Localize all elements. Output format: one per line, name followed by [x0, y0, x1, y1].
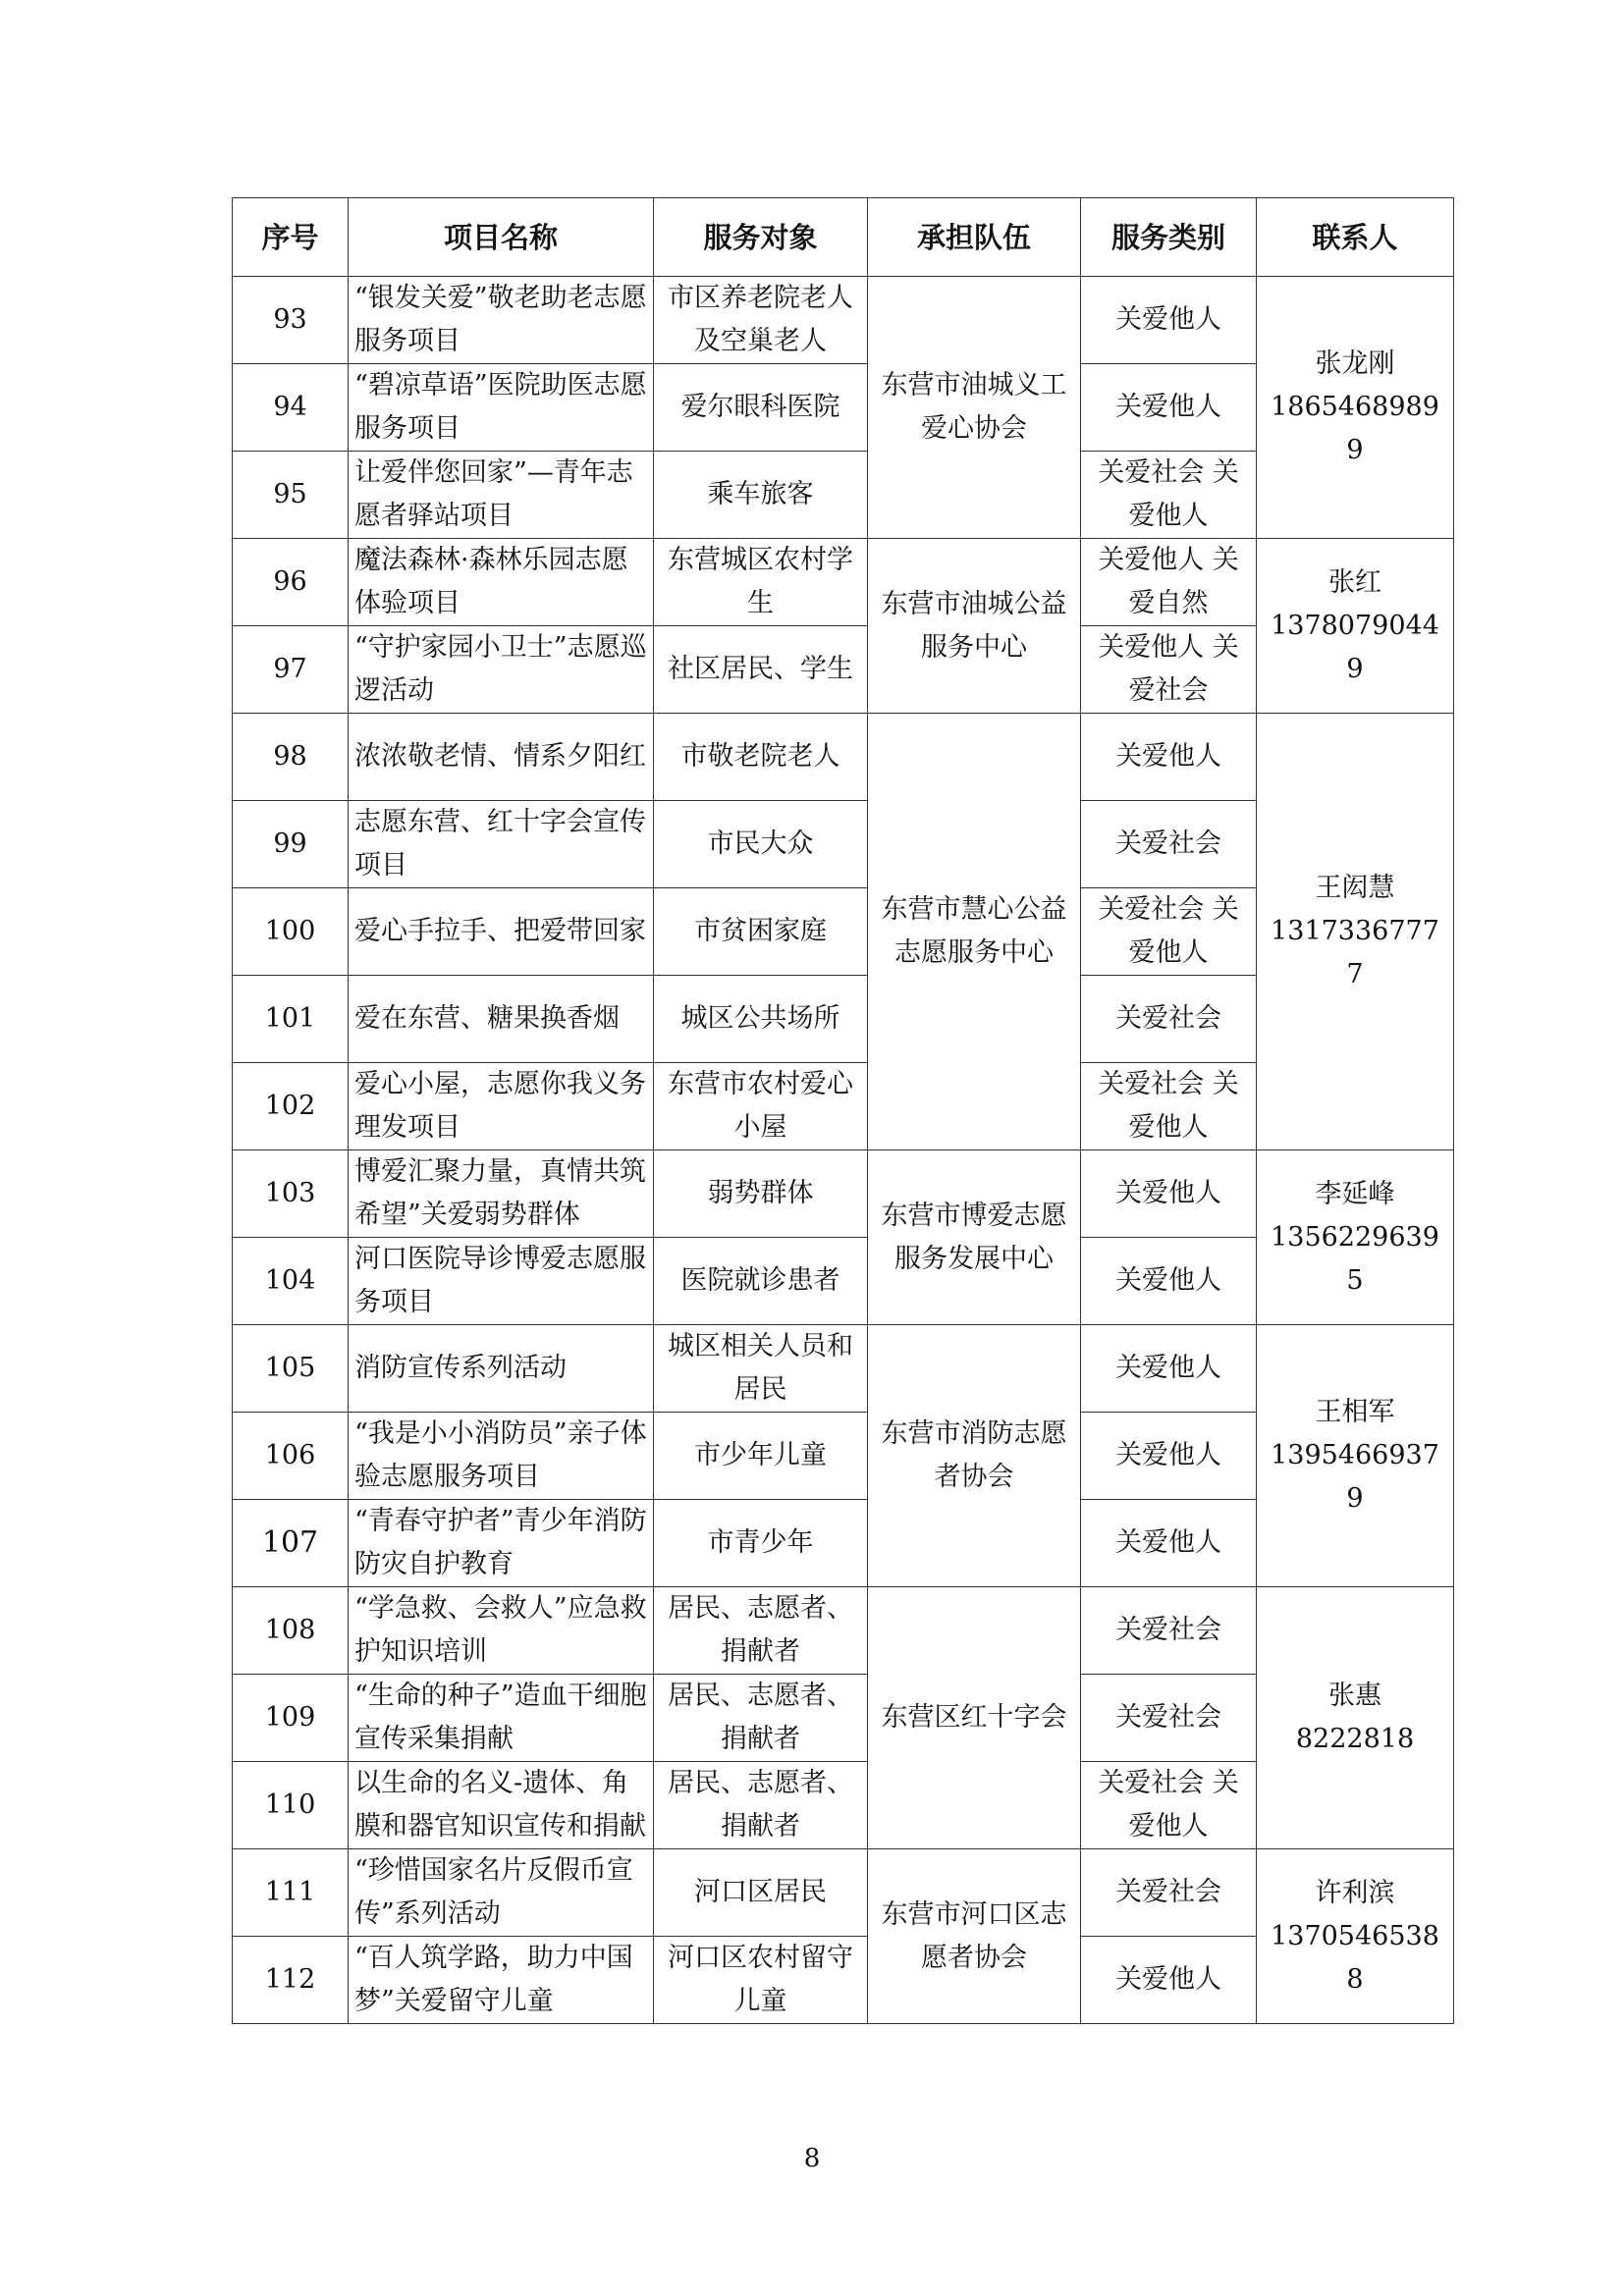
row-no: 104 — [233, 1238, 349, 1325]
service-category: 关爱他人 — [1081, 277, 1257, 364]
project-name: “银发关爱”敬老助老志愿服务项目 — [349, 277, 654, 364]
contact-phone: 13562296395 — [1271, 1221, 1439, 1296]
service-category: 关爱社会 — [1081, 1849, 1257, 1937]
contact-name: 王相军 — [1315, 1397, 1395, 1427]
service-target: 弱势群体 — [654, 1150, 868, 1238]
project-name: “碧凉草语”医院助医志愿服务项目 — [349, 364, 654, 452]
row-no: 97 — [233, 626, 349, 714]
service-target: 河口区农村留守儿童 — [654, 1937, 868, 2024]
table-row — [233, 277, 1454, 364]
table-row — [233, 1587, 1454, 1675]
contact-name: 张龙刚 — [1315, 348, 1395, 379]
project-name: “守护家园小卫士”志愿巡逻活动 — [349, 626, 654, 714]
header-project: 项目名称 — [349, 198, 654, 277]
service-target: 城区公共场所 — [654, 976, 868, 1063]
row-no: 101 — [233, 976, 349, 1063]
row-no: 110 — [233, 1762, 349, 1849]
service-target: 爱尔眼科医院 — [654, 364, 868, 452]
service-target: 市民大众 — [654, 801, 868, 888]
service-category: 关爱他人 关爱自然 — [1081, 539, 1257, 626]
service-category: 关爱他人 — [1081, 1413, 1257, 1500]
table-row — [233, 1150, 1454, 1238]
service-category: 关爱他人 — [1081, 1500, 1257, 1587]
service-category: 关爱社会 关爱他人 — [1081, 452, 1257, 539]
table-row — [233, 539, 1454, 626]
service-category: 关爱他人 — [1081, 364, 1257, 452]
service-target: 市敬老院老人 — [654, 714, 868, 801]
table-row — [233, 1849, 1454, 1937]
project-name: 爱在东营、糖果换香烟 — [349, 976, 654, 1063]
project-name: 浓浓敬老情、情系夕阳红 — [349, 714, 654, 801]
service-category: 关爱社会 — [1081, 801, 1257, 888]
project-name: “我是小小消防员”亲子体验志愿服务项目 — [349, 1413, 654, 1500]
team-name: 东营区红十字会 — [868, 1587, 1081, 1849]
contact-cell — [1257, 539, 1454, 714]
service-target: 市区养老院老人及空巢老人 — [654, 277, 868, 364]
row-no: 102 — [233, 1063, 349, 1150]
row-no: 112 — [233, 1937, 349, 2024]
project-name: 爱心手拉手、把爱带回家 — [349, 888, 654, 976]
team-name: 东营市博爱志愿服务发展中心 — [868, 1150, 1081, 1325]
volunteer-project-table — [232, 197, 1454, 2024]
contact-name: 张惠 — [1328, 1681, 1381, 1711]
service-category: 关爱社会 关爱他人 — [1081, 1762, 1257, 1849]
service-target: 医院就诊患者 — [654, 1238, 868, 1325]
service-target: 乘车旅客 — [654, 452, 868, 539]
header-category: 服务类别 — [1081, 198, 1257, 277]
service-category: 关爱他人 — [1081, 1325, 1257, 1413]
row-no: 108 — [233, 1587, 349, 1675]
contact-cell — [1257, 1849, 1454, 2024]
service-category: 关爱他人 关爱社会 — [1081, 626, 1257, 714]
row-no: 103 — [233, 1150, 349, 1238]
project-name: 志愿东营、红十字会宣传项目 — [349, 801, 654, 888]
row-no: 94 — [233, 364, 349, 452]
header-no: 序号 — [233, 198, 349, 277]
project-name: 以生命的名义-遗体、角膜和器官知识宣传和捐献 — [349, 1762, 654, 1849]
row-no: 111 — [233, 1849, 349, 1937]
service-category: 关爱社会 关爱他人 — [1081, 1063, 1257, 1150]
project-name: 消防宣传系列活动 — [349, 1325, 654, 1413]
row-no: 96 — [233, 539, 349, 626]
service-target: 居民、志愿者、捐献者 — [654, 1587, 868, 1675]
contact-name: 许利滨 — [1315, 1877, 1395, 1908]
service-category: 关爱他人 — [1081, 1238, 1257, 1325]
row-no: 98 — [233, 714, 349, 801]
service-target: 市少年儿童 — [654, 1413, 868, 1500]
contact-name: 王闳慧 — [1315, 873, 1395, 903]
service-target: 市青少年 — [654, 1500, 868, 1587]
service-target: 东营城区农村学生 — [654, 539, 868, 626]
row-no: 99 — [233, 801, 349, 888]
row-no: 109 — [233, 1675, 349, 1762]
team-name: 东营市消防志愿者协会 — [868, 1325, 1081, 1587]
contact-phone: 13954669379 — [1271, 1440, 1439, 1514]
row-no: 105 — [233, 1325, 349, 1413]
project-name: “珍惜国家名片反假币宣传”系列活动 — [349, 1849, 654, 1937]
project-name: 河口医院导诊博爱志愿服务项目 — [349, 1238, 654, 1325]
contact-phone: 13780790449 — [1271, 610, 1439, 684]
row-no: 100 — [233, 888, 349, 976]
table-header-row — [233, 198, 1454, 277]
team-name: 东营市慧心公益志愿服务中心 — [868, 714, 1081, 1150]
service-target: 东营市农村爱心小屋 — [654, 1063, 868, 1150]
contact-name: 张红 — [1328, 566, 1381, 598]
row-no: 95 — [233, 452, 349, 539]
project-name: 博爱汇聚力量，真情共筑希望”关爱弱势群体 — [349, 1150, 654, 1238]
row-no: 107 — [233, 1500, 349, 1587]
service-category: 关爱他人 — [1081, 1937, 1257, 2024]
service-target: 城区相关人员和居民 — [654, 1325, 868, 1413]
service-target: 社区居民、学生 — [654, 626, 868, 714]
team-name: 东营市油城公益服务中心 — [868, 539, 1081, 714]
project-name: “学急救、会救人”应急救护知识培训 — [349, 1587, 654, 1675]
contact-name: 李延峰 — [1315, 1178, 1395, 1209]
project-name: 爱心小屋，志愿你我义务理发项目 — [349, 1063, 654, 1150]
contact-phone: 8222818 — [1295, 1724, 1415, 1754]
service-target: 河口区居民 — [654, 1849, 868, 1937]
contact-phone: 13705465388 — [1271, 1920, 1439, 1995]
contact-cell — [1257, 714, 1454, 1150]
service-category: 关爱社会 — [1081, 1675, 1257, 1762]
header-team: 承担队伍 — [868, 198, 1081, 277]
team-name: 东营市河口区志愿者协会 — [868, 1849, 1081, 2024]
team-name: 东营市油城义工爱心协会 — [868, 277, 1081, 539]
project-name: 魔法森林·森林乐园志愿体验项目 — [349, 539, 654, 626]
contact-cell — [1257, 277, 1454, 539]
table-row — [233, 1325, 1454, 1413]
service-category: 关爱他人 — [1081, 1150, 1257, 1238]
row-no: 93 — [233, 277, 349, 364]
service-category: 关爱他人 — [1081, 714, 1257, 801]
service-category: 关爱社会 — [1081, 1587, 1257, 1675]
header-contact: 联系人 — [1257, 198, 1454, 277]
service-target: 居民、志愿者、捐献者 — [654, 1675, 868, 1762]
service-target: 居民、志愿者、捐献者 — [654, 1762, 868, 1849]
contact-phone: 13173367777 — [1271, 916, 1439, 989]
service-target: 市贫困家庭 — [654, 888, 868, 976]
service-category: 关爱社会 关爱他人 — [1081, 888, 1257, 976]
row-no: 106 — [233, 1413, 349, 1500]
header-target: 服务对象 — [654, 198, 868, 277]
service-category: 关爱社会 — [1081, 976, 1257, 1063]
project-name: “百人筑学路，助力中国梦”关爱留守儿童 — [349, 1937, 654, 2024]
project-name: 让爱伴您回家”—青年志愿者驿站项目 — [349, 452, 654, 539]
contact-cell — [1257, 1150, 1454, 1325]
contact-cell — [1257, 1325, 1454, 1587]
project-name: “生命的种子”造血干细胞宣传采集捐献 — [349, 1675, 654, 1762]
table-row — [233, 714, 1454, 801]
project-name: “青春守护者”青少年消防防灾自护教育 — [349, 1500, 654, 1587]
contact-phone: 18654689899 — [1271, 392, 1439, 465]
page-number: 8 — [803, 2144, 821, 2173]
contact-cell — [1257, 1587, 1454, 1849]
